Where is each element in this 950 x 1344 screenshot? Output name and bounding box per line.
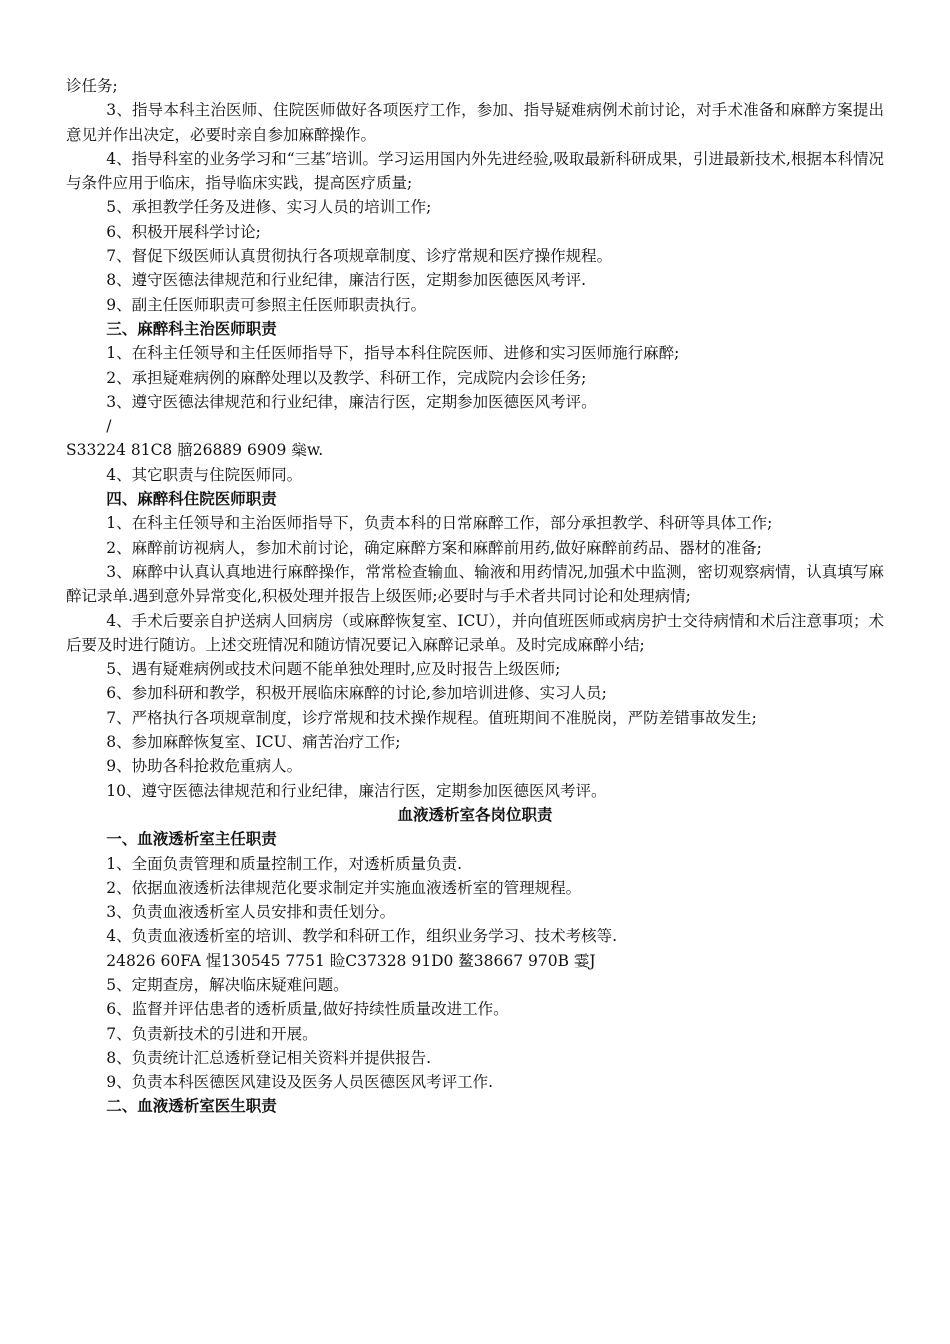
paragraph: 9、副主任医师职责可参照主任医师职责执行。 [106,295,427,314]
paragraph: 7、负责新技术的引进和开展。 [106,1024,318,1043]
paragraph: 6、监督并评估患者的透析质量,做好持续性质量改进工作。 [106,1000,509,1019]
paragraph: 3、麻醉中认真认真地进行麻醉操作，常常检查输血、输液和用药情况,加强术中监测，密切观察病情，认真填写麻醉记录单.遇到意外异常变化,积极处理并报告上级医师;必要时与手术者共同讨论和处理病情; [66,562,884,606]
paragraph: 1、在科主任领导和主治医师指导下，负责本科的日常麻醉工作，部分承担教学、科研等具体工作; [106,514,773,533]
paragraph: 2、麻醉前访视病人，参加术前讨论，确定麻醉方案和麻醉前用药,做好麻醉前药品、器材的准备; [106,538,762,557]
paragraph: 4、其它职责与住院医师同。 [106,465,303,484]
paragraph: 8、负责统计汇总透析登记相关资料并提供报告. [106,1048,432,1067]
paragraph: 5、定期查房，解决临床疑难问题。 [106,975,349,994]
paragraph: S33224 81C8 膪26889 6909 橤w. [66,441,324,460]
paragraph: 2、承担疑难病例的麻醉处理以及教学、科研工作，完成院内会诊任务; [106,368,587,387]
paragraph: 6、积极开展科学讨论; [106,222,261,241]
paragraph: 7、督促下级医师认真贯彻执行各项规章制度、诊疗常规和医疗操作规程。 [106,247,613,266]
paragraph: 诊任务; [66,77,118,95]
paragraph: 8、遵守医德法律规范和行业纪律，廉洁行医，定期参加医德医风考评. [106,271,587,290]
paragraph: 3、遵守医德法律规范和行业纪律，廉洁行医，定期参加医德医风考评。 [106,392,597,411]
paragraph: 4、手术后要亲自护送病人回病房（或麻醉恢复室、ICU），并向值班医师或病房护士交待病情和术后注意事项；术后要及时进行随访。上述交班情况和随访情况要记入麻醉记录单。及时完成麻醉小结; [66,611,884,654]
paragraph: 9、协助各科抢救危重病人。 [106,757,303,776]
paragraph: 5、承担教学任务及进修、实习人员的培训工作; [106,198,432,217]
paragraph: 3、指导本科主治医师、住院医师做好各项医疗工作，参加、指导疑难病例术前讨论，对手术准备和麻醉方案提出意见并作出决定，必要时亲自参加麻醉操作。 [66,101,884,144]
document-title: 血液透析室各岗位职责 [397,804,553,824]
section-heading: 一、血液透析室主任职责 [106,829,277,849]
paragraph: 7、严格执行各项规章制度，诊疗常规和技术操作规程。值班期间不准脱岗，严防差错事故发生; [106,708,757,727]
paragraph: 1、在科主任领导和主任医师指导下，指导本科住院医师、进修和实习医师施行麻醉; [106,344,680,363]
section-heading: 三、麻醉科主治医师职责 [106,318,277,338]
section-heading: 四、麻醉科住院医师职责 [106,489,277,509]
paragraph: 9、负责本科医德医风建设及医务人员医德医风考评工作. [106,1073,494,1092]
section-heading: 二、血液透析室医生职责 [106,1096,277,1116]
paragraph: 1、全面负责管理和质量控制工作，对透析质量负责. [106,854,463,873]
paragraph: 4、指导科室的业务学习和“三基″培训。学习运用国内外先进经验,吸取最新科研成果，引进最新技术,根据本科情况与条件应用于临床，指导临床实践，提高医疗质量; [66,149,884,193]
paragraph: 3、负责血液透析室人员安排和责任划分。 [106,903,396,922]
paragraph: 2、依据血液透析法律规范化要求制定并实施血液透析室的管理规程。 [106,878,582,897]
paragraph: 24826 60FA 惺130545 7751 睑C37328 91D0 鳌38667 970B 霎J [106,951,596,970]
paragraph: 8、参加麻醉恢复室、ICU、痛苦治疗工作; [106,733,401,752]
paragraph: 5、遇有疑难病例或技术问题不能单独处理时,应及时报告上级医师; [106,660,561,679]
paragraph: 10、遵守医德法律规范和行业纪律，廉洁行医，定期参加医德医风考评。 [106,781,607,800]
paragraph: 6、参加科研和教学，积极开展临床麻醉的讨论,参加培训进修、实习人员; [106,684,607,703]
paragraph: / [106,417,112,436]
paragraph: 4、负责血液透析室的培训、教学和科研工作，组织业务学习、技术考核等. [106,927,618,946]
